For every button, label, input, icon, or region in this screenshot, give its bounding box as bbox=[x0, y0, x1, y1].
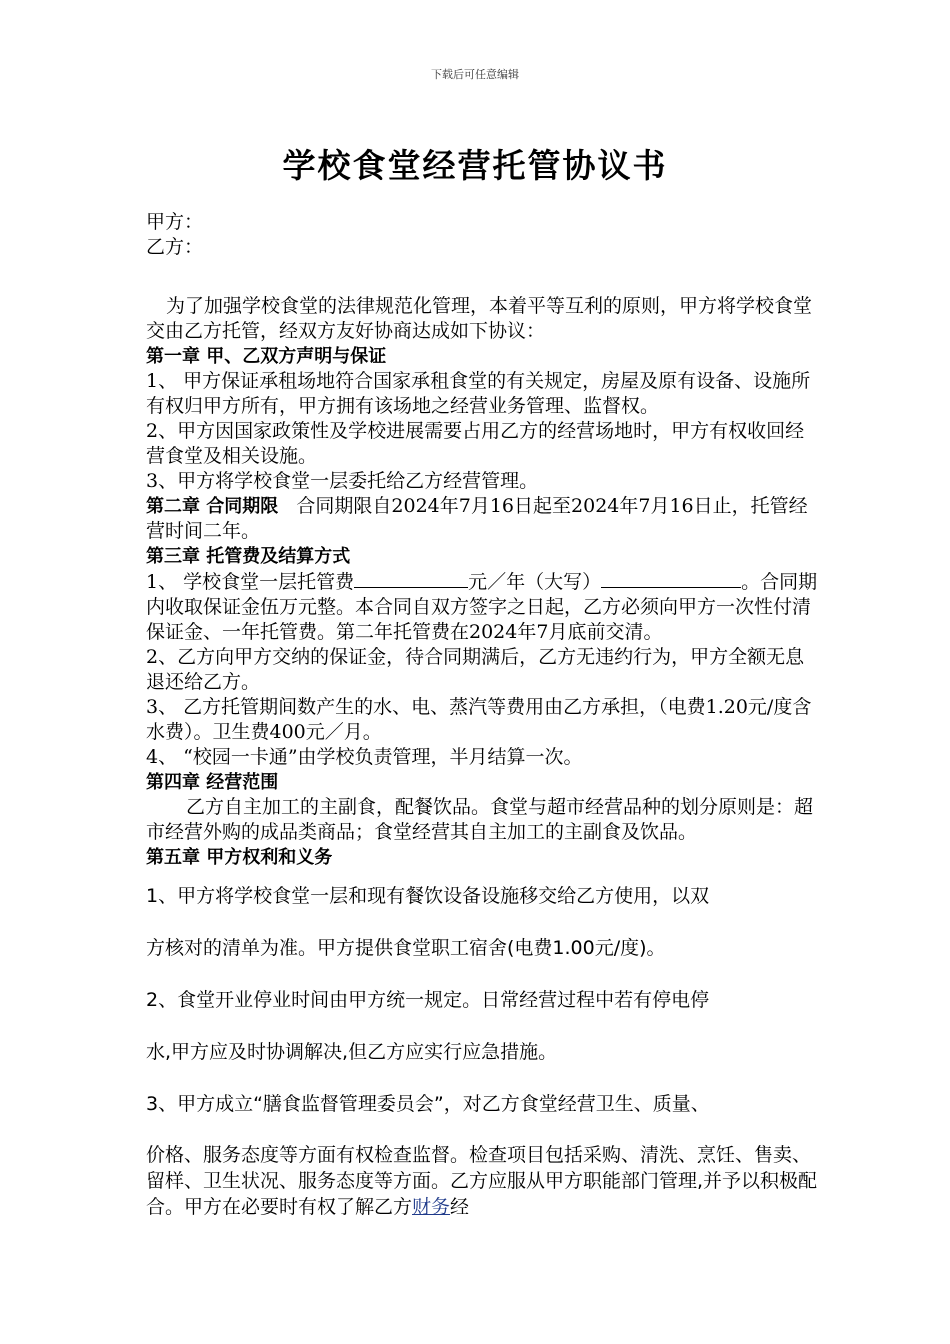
chapter-3-title: 第三章 托管费及结算方式 bbox=[146, 546, 351, 567]
intro-paragraph bbox=[146, 294, 818, 344]
chapter-2-title: 第二章 合同期限 bbox=[146, 496, 279, 517]
document-title: 学校食堂经营托管协议书 bbox=[282, 146, 668, 185]
party-a-label: 甲方： bbox=[146, 211, 204, 233]
header-note: 下载后可任意编辑 bbox=[431, 68, 519, 81]
chapter-4-text: 乙方自主加工的主副食，配餐饮品。食堂与超市经营品种的划分原则是：超市经营外购的成品类商品；食堂经营其自主加工的主副食及饮品。 bbox=[146, 796, 814, 843]
party-b-label: 乙方： bbox=[146, 236, 204, 258]
ch3-item-2: 2、乙方向甲方交纳的保证金，待合同期满后，乙方无违约行为，甲方全额无息退还给乙方。 bbox=[146, 646, 805, 693]
chapter-1-title: 第一章 甲、乙双方声明与保证 bbox=[146, 346, 387, 367]
ch1-item-3: 3、甲方将学校食堂一层委托给乙方经营管理。 bbox=[146, 470, 539, 492]
ch5-item-3-end: 经 bbox=[450, 1196, 470, 1218]
ch5-item-1-line-2: 方核对的清单为准。甲方提供食堂职工宿舍(电费1.00元/度)。 bbox=[146, 937, 666, 959]
ch5-item-3-line-1: 3、甲方成立“膳食监督管理委员会”，对乙方食堂经营卫生、质量、 bbox=[146, 1093, 710, 1115]
ch3-item-1 bbox=[146, 569, 818, 645]
ch3-item-1-b: 元／年（大写） bbox=[468, 571, 602, 593]
chapter-2-paragraph bbox=[146, 494, 818, 544]
ch3-item-4: 4、 “校园一卡通”由学校负责管理，半月结算一次。 bbox=[146, 746, 583, 768]
ch1-item-1: 1、 甲方保证承租场地符合国家承租食堂的有关规定，房屋及原有设备、设施所有权归甲方所有，甲方拥有该场地之经营业务管理、监督权。 bbox=[146, 370, 811, 417]
ch5-item-3-rest bbox=[146, 1142, 818, 1220]
intro-text: 为了加强学校食堂的法律规范化管理，本着平等互利的原则，甲方将学校食堂交由乙方托管，经双方友好协商达成如下协议： bbox=[146, 295, 813, 342]
ch5-item-2-line-2: 水,甲方应及时协调解决,但乙方应实行应急措施。 bbox=[146, 1041, 558, 1063]
chapter-5-title: 第五章 甲方权利和义务 bbox=[146, 847, 333, 868]
ch3-item-3: 3、 乙方托管期间数产生的水、电、蒸汽等费用由乙方承担，（电费1.20元/度含水费）。卫生费400元／月。 bbox=[146, 696, 812, 743]
ch5-item-2-line-1: 2、食堂开业停业时间由甲方统一规定。日常经营过程中若有停电停 bbox=[146, 989, 710, 1011]
finance-link[interactable]: 财务 bbox=[412, 1196, 451, 1218]
fee-capital-blank bbox=[601, 569, 741, 588]
chapter-2-text: 合同期限自2024年7月16日起至2024年7月16日止，托管经营时间二年。 bbox=[146, 495, 808, 542]
ch3-item-1-c: 。合同期内收取保证金伍万元整。本合同自双方签字之日起，乙方必须向甲方一次性付清保证金、一年托管费。第二年托管费在2024年7月底前交清。 bbox=[146, 571, 818, 643]
ch5-item-1-line-1: 1、甲方将学校食堂一层和现有餐饮设备设施移交给乙方使用，以双 bbox=[146, 885, 710, 907]
ch3-item-1-a: 1、 学校食堂一层托管费 bbox=[146, 571, 355, 593]
fee-blank bbox=[354, 569, 468, 588]
ch5-item-3-text: 价格、服务态度等方面有权检查监督。检查项目包括采购、清洗、烹饪、售卖、留样、卫生状况、服务态度等方面。乙方应服从甲方职能部门管理,并予以积极配合。甲方在必要时有权了解乙方 bbox=[146, 1144, 818, 1218]
document-body bbox=[146, 210, 818, 1220]
chapter-4-title: 第四章 经营范围 bbox=[146, 772, 279, 793]
spacer bbox=[146, 260, 818, 294]
ch1-item-2: 2、甲方因国家政策性及学校进展需要占用乙方的经营场地时，甲方有权收回经营食堂及相关设施。 bbox=[146, 420, 805, 467]
